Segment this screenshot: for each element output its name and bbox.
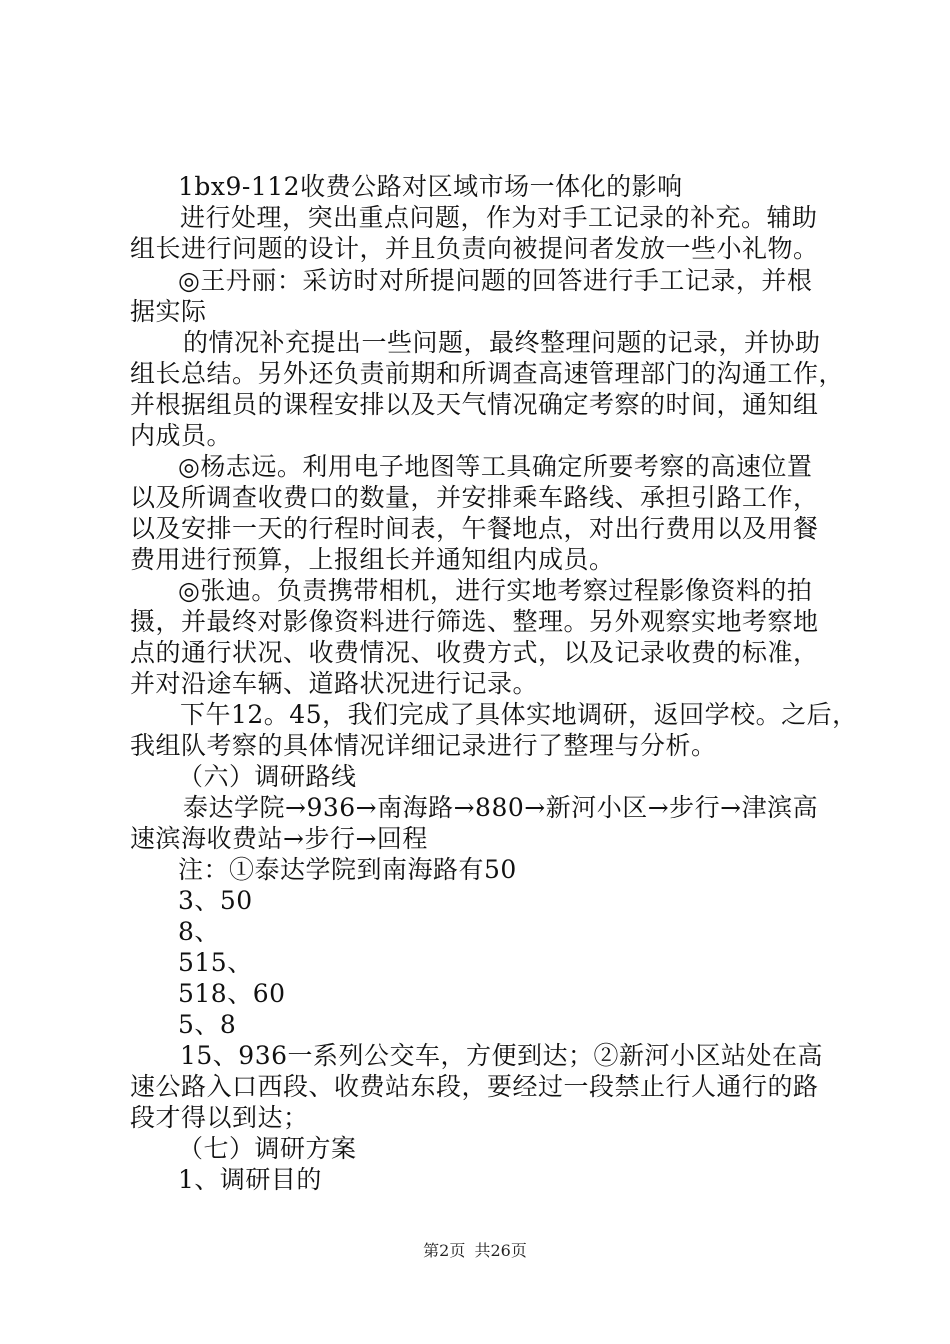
body-line: 8、 <box>178 917 220 946</box>
body-line: 泰达学院→936→南海路→880→新河小区→步行→津滨高 <box>183 793 819 822</box>
body-line: ◎张迪。负责携带相机，进行实地考察过程影像资料的拍 <box>178 576 813 605</box>
body-line: 并根据组员的课程安排以及天气情况确定考察的时间，通知组 <box>130 390 819 419</box>
body-line: 515、 <box>178 948 253 977</box>
section-heading: （七）调研方案 <box>178 1134 357 1163</box>
body-line: 的情况补充提出一些问题，最终整理问题的记录，并协助 <box>183 328 821 357</box>
body-line: 摄，并最终对影像资料进行筛选、整理。另外观察实地考察地 <box>130 607 819 636</box>
body-line: 费用进行预算，上报组长并通知组内成员。 <box>130 545 615 574</box>
body-line: 我组队考察的具体情况详细记录进行了整理与分析。 <box>130 731 717 760</box>
body-line: 组长总结。另外还负责前期和所调查高速管理部门的沟通工作， <box>130 359 845 388</box>
body-line: 3、50 <box>178 886 253 915</box>
body-line: 以及所调查收费口的数量，并安排乘车路线、承担引路工作， <box>130 483 819 512</box>
body-line: 5、8 <box>178 1010 237 1039</box>
page-footer <box>0 1241 950 1261</box>
body-line: 注：①泰达学院到南海路有50 <box>178 855 517 884</box>
section-heading: （六）调研路线 <box>178 762 357 791</box>
page-number: 第2页 <box>423 1241 466 1260</box>
body-line: 速公路入口西段、收费站东段，要经过一段禁止行人通行的路 <box>130 1072 819 1101</box>
body-line: 进行处理，突出重点问题，作为对手工记录的补充。辅助 <box>180 203 818 232</box>
body-line: ◎杨志远。利用电子地图等工具确定所要考察的高速位置 <box>178 452 813 481</box>
body-line: 以及安排一天的行程时间表，午餐地点，对出行费用以及用餐 <box>130 514 819 543</box>
body-line: 下午12。45，我们完成了具体实地调研，返回学校。之后， <box>180 700 858 729</box>
body-line: 内成员。 <box>130 421 233 450</box>
body-line: 组长进行问题的设计，并且负责向被提问者发放一些小礼物。 <box>130 234 819 263</box>
body-line: 据实际 <box>130 297 207 326</box>
body-line: ◎王丹丽：采访时对所提问题的回答进行手工记录，并根 <box>178 266 813 295</box>
body-line: 点的通行状况、收费情况、收费方式，以及记录收费的标准， <box>130 638 819 667</box>
body-line: 518、60 <box>178 979 286 1008</box>
body-line: 并对沿途车辆、道路状况进行记录。 <box>130 669 539 698</box>
body-line: 速滨海收费站→步行→回程 <box>130 824 428 853</box>
body-line: 15、936一系列公交车，方便到达；②新河小区站处在高 <box>180 1041 824 1070</box>
title-line: 1bx9-112收费公路对区域市场一体化的影响 <box>178 172 683 201</box>
page-total: 共26页 <box>474 1241 527 1260</box>
body-line: 段才得以到达； <box>130 1103 309 1132</box>
body-line: 1、调研目的 <box>178 1165 322 1194</box>
